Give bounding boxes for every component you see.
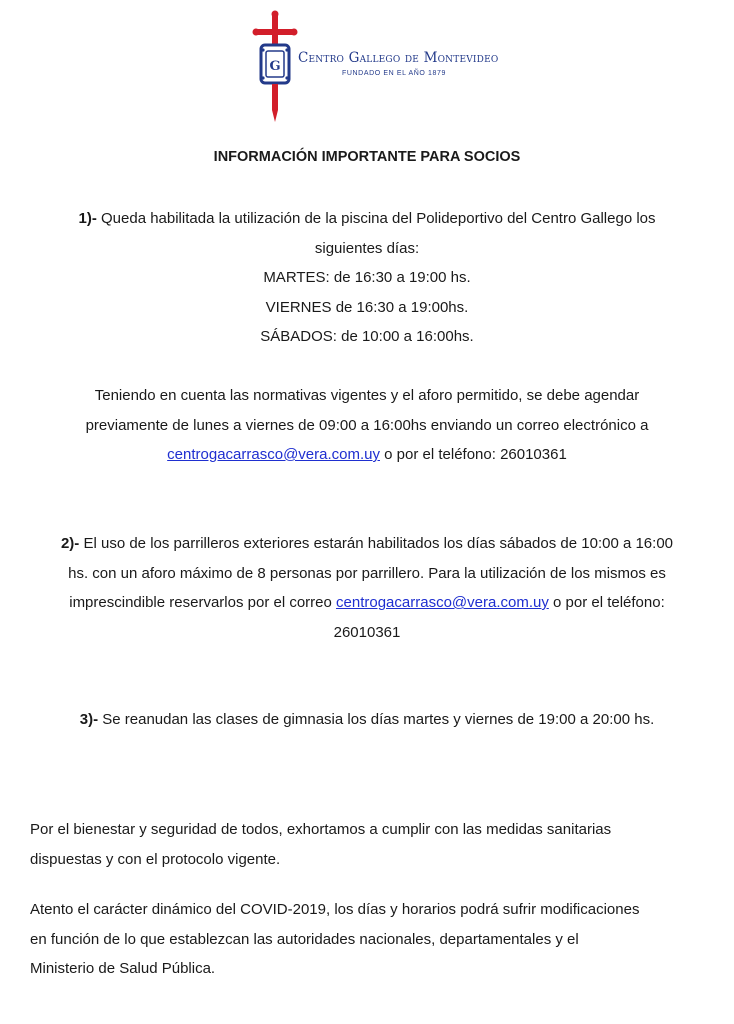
item-1-first-line [0, 204, 734, 234]
item-2-line-2: hs. con un aforo máximo de 8 personas por parrillero. Para la utilización de los mismos es [68, 564, 666, 582]
schedule-saturday: SÁBADOS: de 10:00 a 16:00hs. [260, 328, 474, 345]
item-1-number: 1)- [78, 210, 97, 227]
schedule-friday: VIERNES de 16:30 a 19:00hs. [265, 298, 469, 316]
item-1-text: Queda habilitada la utilización de la piscina del Polideportivo del Centro Gallego los [96, 210, 656, 227]
cross-shield-emblem [250, 10, 300, 125]
closing-2-line-1: Atento el carácter dinámico del COVID-2019, los días y horarios podrá sufrir modificaciones [30, 901, 640, 918]
item-2-line-1 [0, 529, 734, 559]
item-1-note [0, 381, 734, 470]
item-1-text-line2: siguientes días: [314, 239, 420, 257]
item-2-line-3 [0, 588, 734, 618]
schedule-tuesday: MARTES: de 16:30 a 19:00 hs. [263, 269, 471, 286]
closing-2-line-3: Ministerio de Salud Pública. [30, 960, 216, 977]
item-2-line-3-start: imprescindible reservarlos por el correo [69, 594, 337, 611]
item-3 [0, 705, 734, 735]
page-title: INFORMACIÓN IMPORTANTE PARA SOCIOS [213, 149, 521, 165]
closing-1-line-1: Por el bienestar y seguridad de todos, exhortamos a cumplir con las medidas sanitarias [30, 821, 612, 838]
club-tagline: FUNDADO EN EL AÑO 1879 [342, 70, 446, 77]
item-2-text: El uso de los parrilleros exteriores estarán habilitados los días sábados de 10:00 a 16:00 [79, 535, 674, 552]
item-3-number: 3)- [79, 711, 99, 728]
closing-paragraph-2 [30, 895, 730, 984]
note-line-1: Teniendo en cuenta las normativas vigentes y el aforo permitido, se debe agendar [94, 387, 640, 404]
note-line-3 [0, 440, 734, 470]
email-link[interactable]: centrogacarrasco@vera.com.uy [336, 594, 549, 611]
item-3-line [0, 705, 734, 735]
club-logo [250, 10, 530, 125]
closing-2-line-2: en función de lo que establezcan las autoridades nacionales, departamentales y el [30, 930, 579, 948]
closing-paragraph-1 [30, 815, 730, 874]
emblem-letter: G [269, 59, 281, 74]
item-2-number: 2)- [60, 535, 80, 552]
item-1 [0, 204, 734, 352]
closing-1-line-2: dispuestas y con el protocolo vigente. [30, 850, 281, 868]
item-2-line-3-end: o por el teléfono: [548, 594, 665, 611]
item-2-phone: 26010361 [333, 623, 401, 641]
club-name: Centro Gallego de Montevideo [298, 50, 499, 66]
email-link[interactable]: centrogacarrasco@vera.com.uy [167, 446, 380, 463]
note-phone: o por el teléfono: 26010361 [379, 446, 567, 463]
item-2 [0, 529, 734, 647]
item-3-text: Se reanudan las clases de gimnasia los días martes y viernes de 19:00 a 20:00 hs. [98, 711, 655, 728]
note-line-2: previamente de lunes a viernes de 09:00 a 16:00hs enviando un correo electrónico a [85, 416, 649, 434]
